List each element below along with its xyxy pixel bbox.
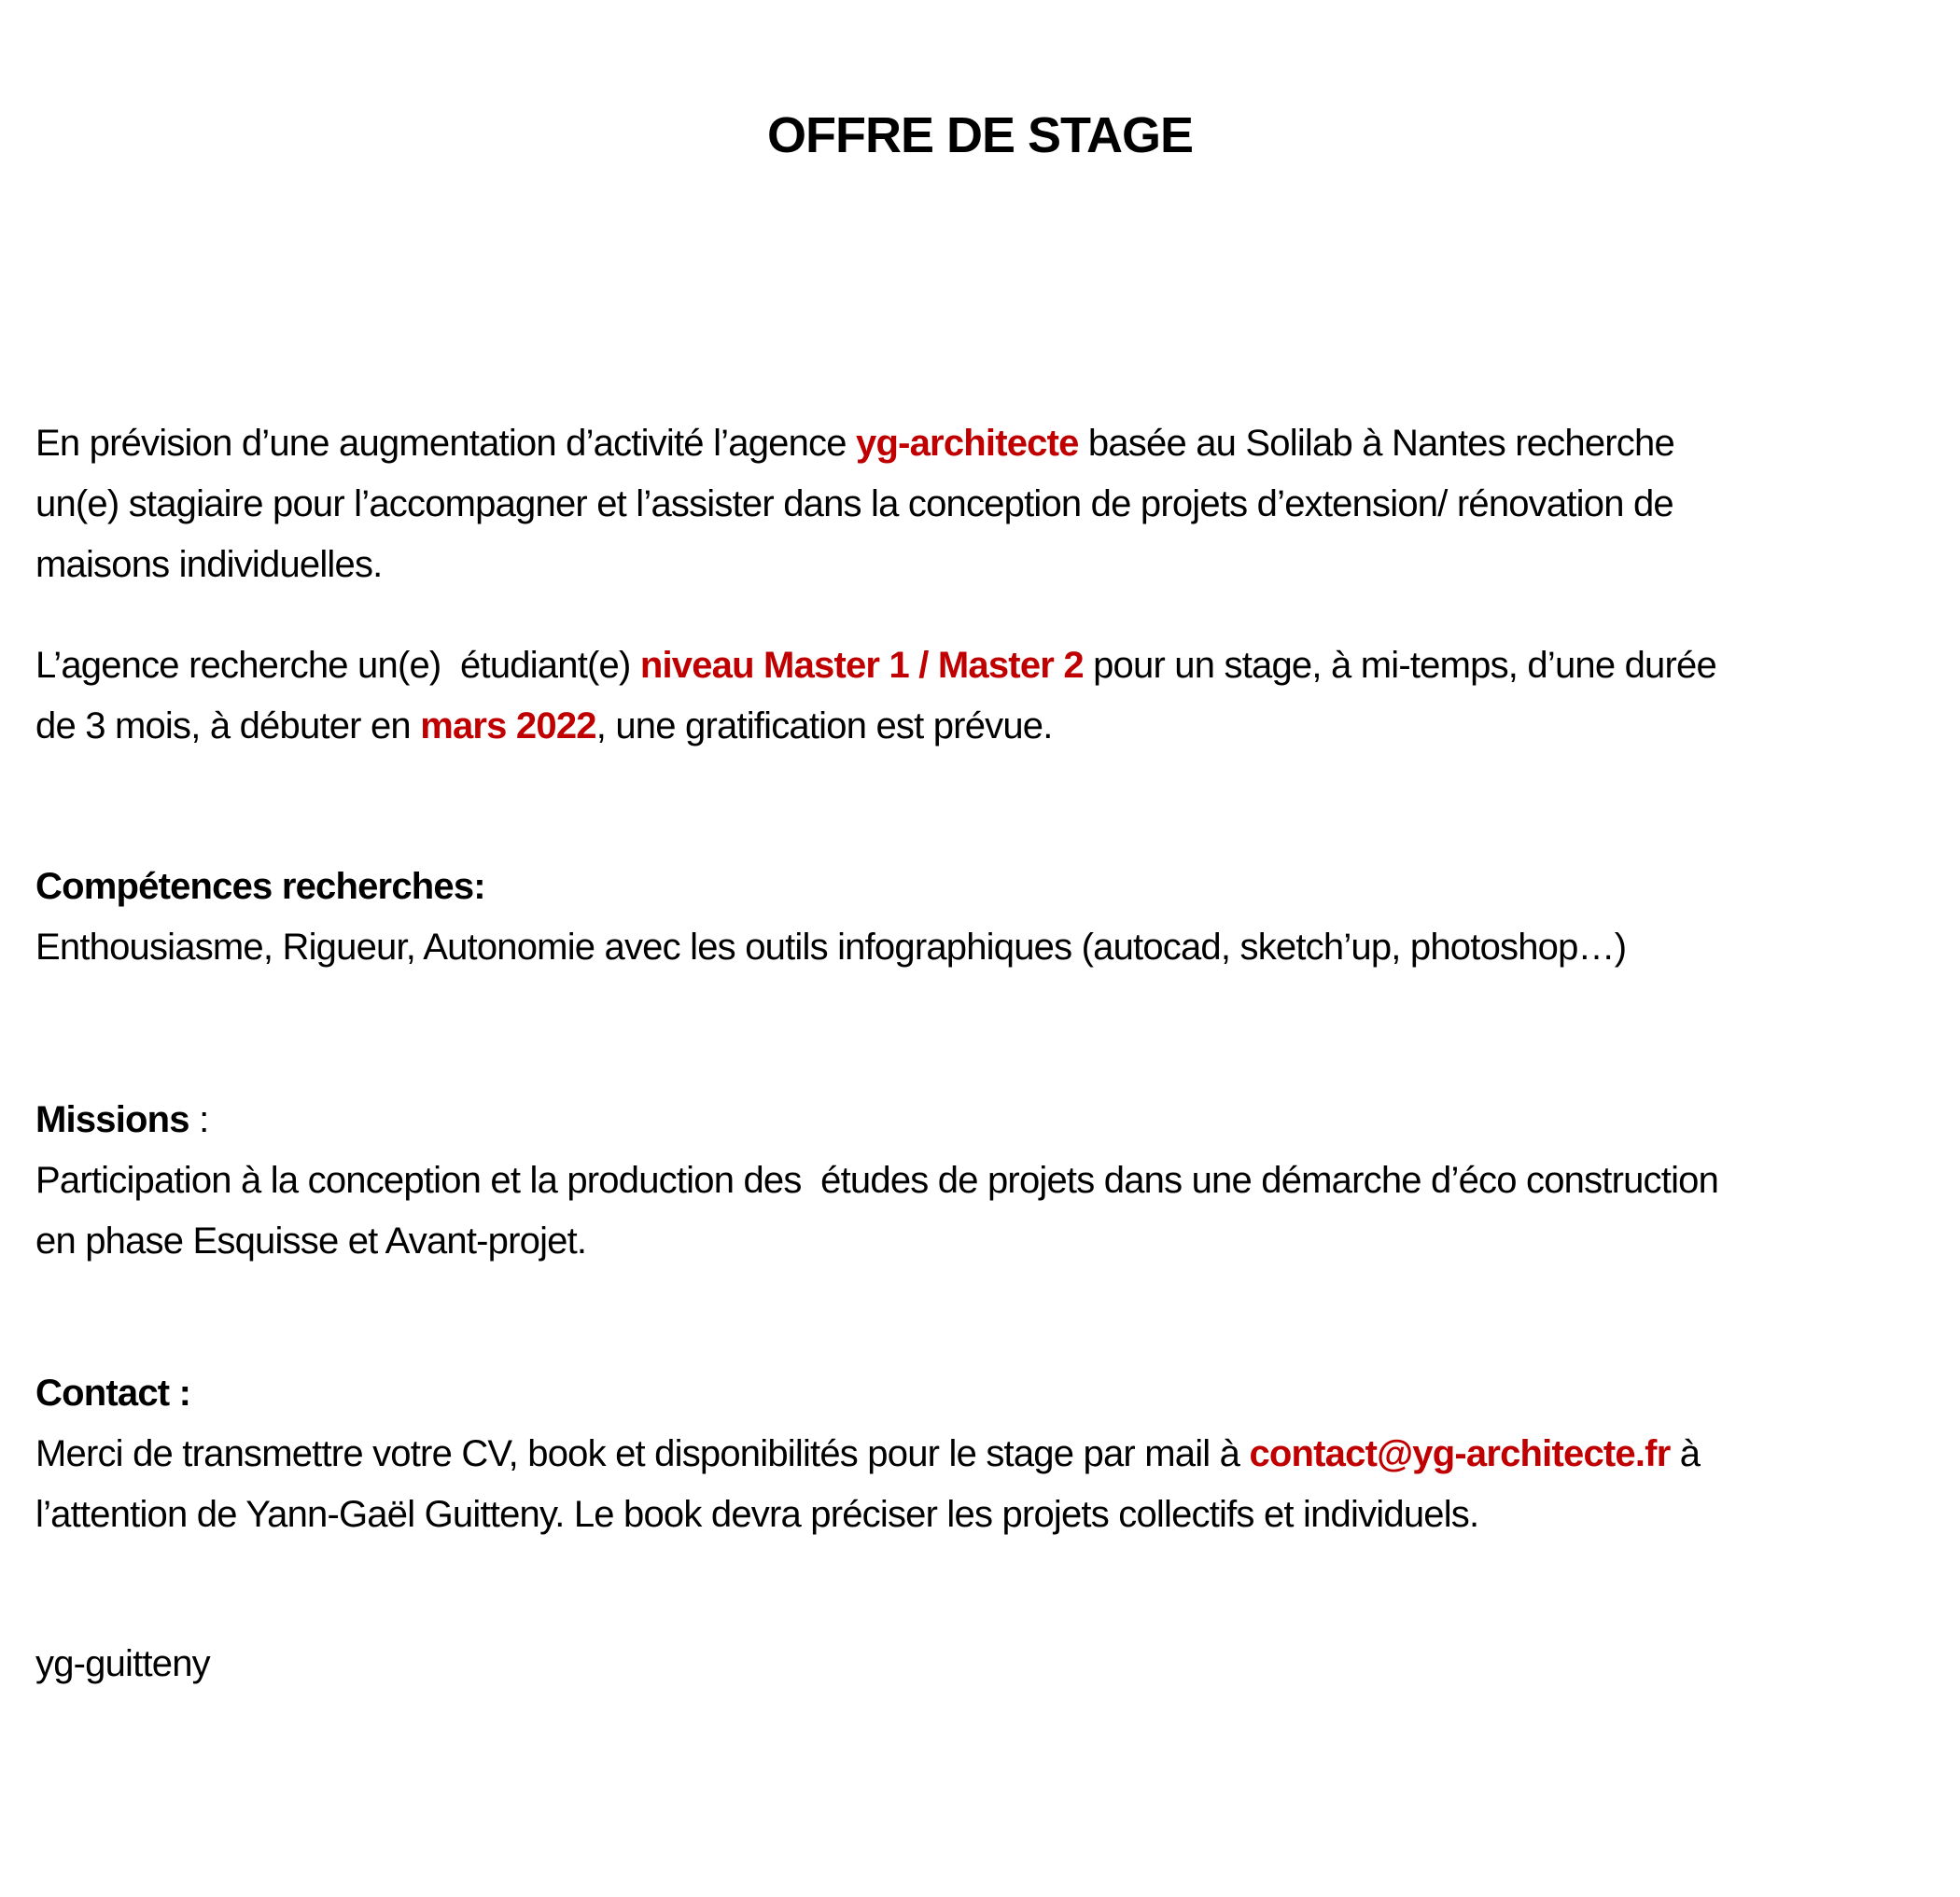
text-run: , une gratification est prévue. — [595, 705, 1053, 746]
text-run: maisons individuelles. — [35, 544, 383, 585]
missions-section — [35, 1090, 1951, 1272]
text-line — [35, 1151, 1951, 1211]
text-line — [35, 474, 1951, 535]
text-run: l’attention de Yann-Gaël Guitteny. Le book devra préciser les projets collectifs et individuels. — [35, 1494, 1479, 1535]
intro-paragraph — [35, 413, 1951, 595]
text-run: pour un stage, à mi-temps, d’une durée — [1083, 645, 1716, 686]
text-line — [35, 1090, 1951, 1151]
competences-section — [35, 857, 1951, 978]
contact-section — [35, 1363, 1951, 1545]
agency-name: yg-architecte — [856, 423, 1079, 464]
section-heading: Compétences recherches: — [35, 866, 485, 907]
text-run: un(e) stagiaire pour l’accompagner et l’assister dans la conception de projets d’extension/ rénovation de — [35, 483, 1673, 524]
section-heading: Missions — [35, 1099, 189, 1140]
text-run: Enthousiasme, Rigueur, Autonomie avec les outils infographiques (autocad, sketch’up, photoshop…) — [35, 927, 1627, 968]
text-run: basée au Solilab à Nantes recherche — [1078, 423, 1674, 464]
text-run: à — [1670, 1433, 1701, 1474]
text-line — [35, 1634, 1951, 1695]
text-line — [35, 1424, 1951, 1485]
text-run: : — [189, 1099, 209, 1140]
text-run: L’agence recherche un(e) étudiant(e) — [35, 645, 640, 686]
text-line — [35, 1211, 1951, 1272]
search-paragraph — [35, 635, 1951, 757]
text-run: Merci de transmettre votre CV, book et disponibilités pour le stage par mail à — [35, 1433, 1250, 1474]
text-line — [35, 917, 1951, 978]
text-line — [35, 1363, 1951, 1424]
document-title: OFFRE DE STAGE — [766, 107, 1194, 163]
start-date-highlight: mars 2022 — [420, 705, 596, 746]
text-line — [35, 413, 1951, 474]
text-line — [35, 857, 1951, 917]
text-line — [35, 535, 1951, 595]
text-run: de 3 mois, à débuter en — [35, 705, 421, 746]
text-run: Participation à la conception et la production des études de projets dans une démarche d’éco construction — [35, 1160, 1719, 1201]
text-line — [35, 696, 1951, 757]
email-link[interactable]: contact@yg-architecte.fr — [1249, 1433, 1671, 1474]
text-run: En prévision d’une augmentation d’activité l’agence — [35, 423, 856, 464]
section-heading: Contact : — [35, 1373, 191, 1414]
document-body — [0, 413, 1960, 1695]
text-line — [35, 1485, 1951, 1545]
signature — [35, 1634, 1951, 1695]
level-highlight: niveau Master 1 / Master 2 — [639, 645, 1084, 686]
text-line — [35, 635, 1951, 696]
signature-text: yg-guitteny — [35, 1643, 210, 1684]
text-run: en phase Esquisse et Avant-projet. — [35, 1220, 587, 1262]
